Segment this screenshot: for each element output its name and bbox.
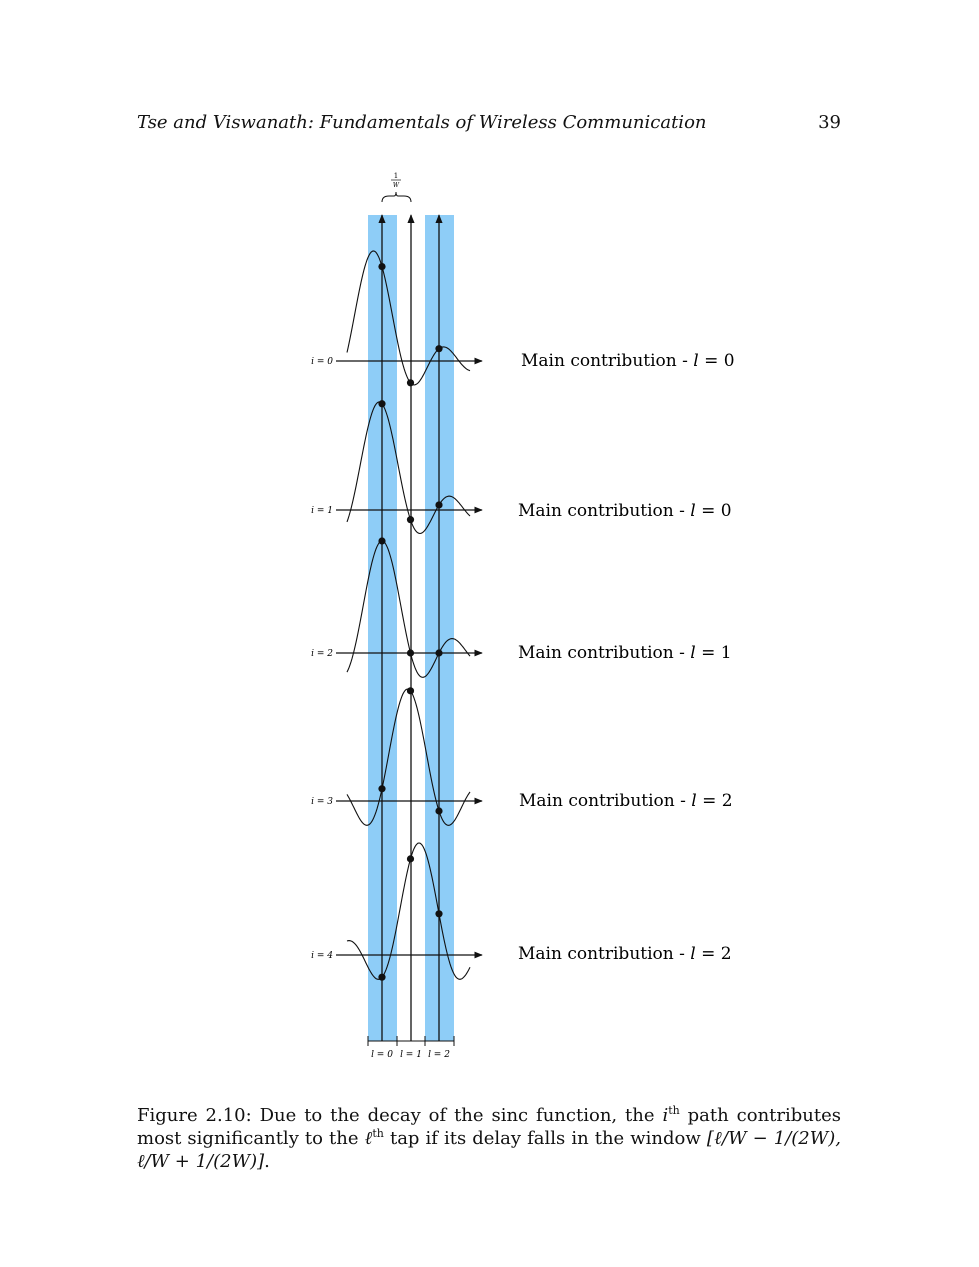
tap-sample-point bbox=[435, 649, 442, 656]
row-id-label: i = 1 bbox=[311, 506, 333, 516]
row-contribution-label: Main contribution - l = 1 bbox=[518, 643, 732, 663]
caption-symbol-i: i bbox=[662, 1105, 669, 1126]
page-number: 39 bbox=[818, 112, 841, 133]
row-id-label: i = 0 bbox=[311, 357, 333, 367]
figure-caption bbox=[137, 1104, 841, 1173]
tap-sample-point bbox=[378, 974, 385, 981]
caption-superscript: th bbox=[668, 1104, 680, 1117]
caption-text: Figure 2.10: Due to the decay of the sinc function, the bbox=[137, 1105, 663, 1126]
brace-label-denominator: W bbox=[392, 182, 400, 189]
tap-sample-point bbox=[407, 855, 414, 862]
tap-sample-point bbox=[435, 345, 442, 352]
row-contribution-label: Main contribution - l = 0 bbox=[518, 501, 732, 521]
tap-sample-point bbox=[378, 263, 385, 270]
tap-sample-point bbox=[435, 910, 442, 917]
tap-sample-point bbox=[378, 400, 385, 407]
caption-text: tap if its delay falls in the window bbox=[383, 1128, 707, 1149]
tap-sample-point bbox=[435, 501, 442, 508]
tap-sample-point bbox=[407, 687, 414, 694]
running-title: Tse and Viswanath: Fundamentals of Wireless Communication bbox=[137, 112, 707, 133]
brace bbox=[382, 192, 411, 202]
tap-sample-point bbox=[435, 807, 442, 814]
row-contribution-label: Main contribution - l = 0 bbox=[521, 351, 735, 371]
brace-label-numerator: 1 bbox=[393, 172, 399, 180]
row-contribution-label: Main contribution - l = 2 bbox=[518, 944, 732, 964]
row-id-label: i = 4 bbox=[311, 951, 333, 961]
caption-text: path contributes most significantly to the bbox=[137, 1105, 841, 1149]
caption-symbol-ell: ℓ bbox=[364, 1128, 373, 1149]
row-id-label: i = 3 bbox=[311, 797, 333, 807]
tap-sample-point bbox=[407, 649, 414, 656]
caption-superscript: th bbox=[372, 1127, 384, 1140]
tap-sample-point bbox=[378, 785, 385, 792]
bottom-label-l1: l = 1 bbox=[400, 1050, 422, 1060]
row-contribution-label: Main contribution - l = 2 bbox=[519, 791, 733, 811]
caption-window-formula: [ℓ/W − 1/(2W), ℓ/W + 1/(2W)] bbox=[137, 1128, 841, 1172]
tap-sample-point bbox=[378, 537, 385, 544]
bottom-label-l0: l = 0 bbox=[371, 1050, 393, 1060]
caption-text: . bbox=[264, 1151, 270, 1172]
tap-sample-point bbox=[407, 516, 414, 523]
row-id-label: i = 2 bbox=[311, 649, 333, 659]
tap-sample-point bbox=[407, 379, 414, 386]
bottom-label-l2: l = 2 bbox=[428, 1050, 450, 1060]
